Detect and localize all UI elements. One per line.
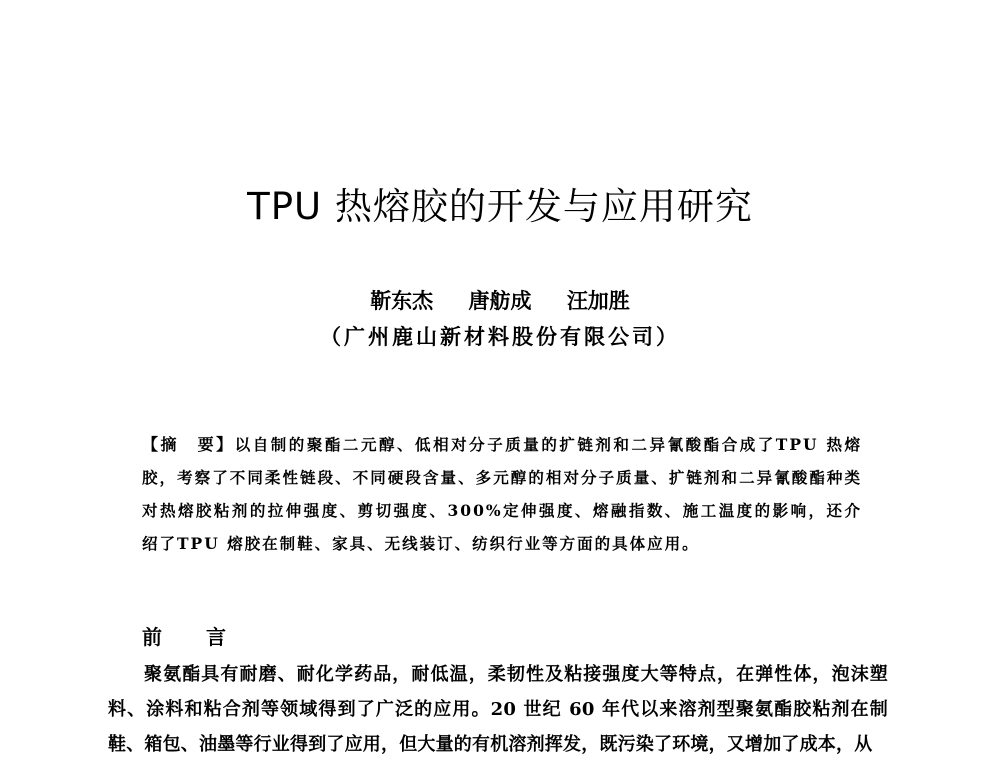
paper-title: TPU 热熔胶的开发与应用研究 [247, 185, 753, 228]
author-name: 唐舫成 [468, 288, 532, 313]
author-name: 汪加胜 [566, 288, 630, 313]
author-list [0, 286, 1000, 316]
author-name: 靳东杰 [370, 288, 434, 313]
abstract-text: 以自制的聚酯二元醇、低相对分子质量的扩链剂和二异氰酸酯合成了TPU 热熔胶，考察了不同柔性链段、不同硬段含量、多元醇的相对分子质量、扩链剂和二异氰酸酯种类对热熔胶粘剂的拉伸强度、剪切强度、300%定伸强度、熔融指数、施工温度的影响，还介绍了TPU 熔胶在制鞋、家具、无线装订、纺织行业等方面的具体应用。 [142, 435, 862, 553]
body-paragraph: 聚氨酯具有耐磨、耐化学药品，耐低温，柔韧性及粘接强度大等特点，在弹性体，泡沫塑料、涂料和粘合剂等领域得到了广泛的应用。20 世纪 60 年代以来溶剂型聚氨酯胶粘剂在制鞋、箱包、油墨等行业得到了应用，但大量的有机溶剂挥发，既污染了环境，又增加了成本，从 [108, 664, 888, 755]
section-heading: 前 言 [142, 625, 238, 649]
abstract [142, 428, 862, 560]
author-affiliation: （广州鹿山新材料股份有限公司） [320, 324, 680, 349]
abstract-label: 【摘 要】 [142, 435, 235, 454]
